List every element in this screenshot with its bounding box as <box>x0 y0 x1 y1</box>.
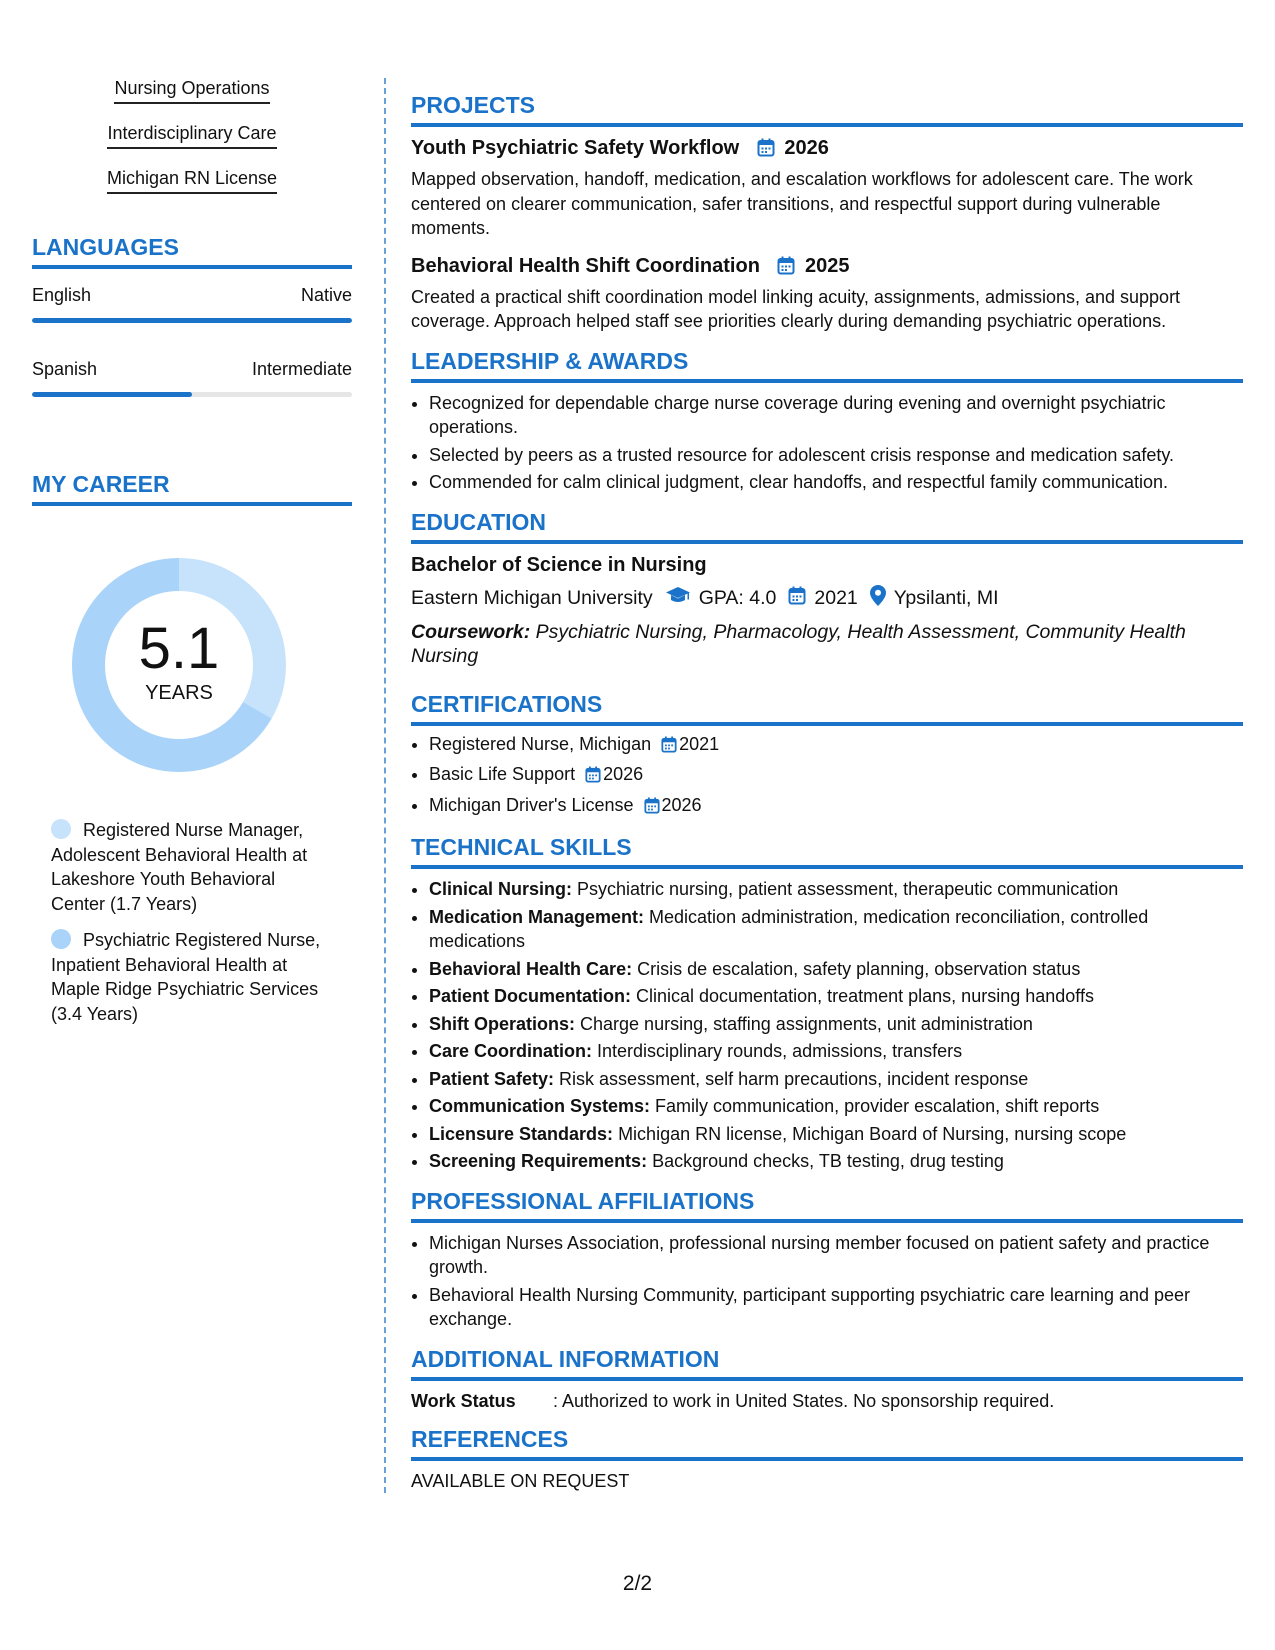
list-item: • Behavioral Health Nursing Community, participant supporting psychiatric care learning and peer exchange. <box>429 1283 1243 1332</box>
career-donut <box>64 550 294 780</box>
affiliations-heading: PROFESSIONAL AFFILIATIONS <box>411 1188 1243 1223</box>
calendar-icon <box>788 586 806 611</box>
technical-skills-heading: TECHNICAL SKILLS <box>411 834 1243 869</box>
project-title: Behavioral Health Shift Coordination 2025 <box>411 255 1243 281</box>
language-level: Intermediate <box>251 359 352 379</box>
career-legend <box>32 818 331 1026</box>
list-item: • Commended for calm clinical judgment, clear handoffs, and respectful family communication. <box>429 470 1243 495</box>
additional-info-heading: ADDITIONAL INFORMATION <box>411 1346 1243 1381</box>
skill-item: • Shift Operations: Charge nursing, staffing assignments, unit administration <box>429 1012 1243 1037</box>
skill-item: • Medication Management: Medication administration, medication reconciliation, controlled medications <box>429 905 1243 954</box>
project-description: Created a practical shift coordination model linking acuity, assignments, admissions, and support coverage. Approach helped staff see priorities clearly during demanding psychiatric operations. <box>411 286 1181 331</box>
project-description: Mapped observation, handoff, medication, and escalation workflows for adolescent care. The work centered on clearer communication, safer transitions, and respectful support during vulnerable moments. <box>411 169 1193 238</box>
location-pin-icon <box>870 585 886 612</box>
graduation-year: 2021 <box>814 586 858 609</box>
career-legend-item: Registered Nurse Manager, Adolescent Behavioral Health at Lakeshore Youth Behavioral Center (1.7 Years) <box>51 820 308 914</box>
certification-item: • Basic Life Support 2026 <box>429 762 1243 790</box>
leadership-section <box>411 348 1243 495</box>
projects-section <box>411 92 1243 334</box>
calendar-icon <box>757 138 775 163</box>
career-unit: YEARS <box>145 682 213 704</box>
certification-item: • Registered Nurse, Michigan 2021 <box>429 732 1243 760</box>
degree: Bachelor of Science in Nursing <box>411 553 707 576</box>
skill-item: • Licensure Standards: Michigan RN license, Michigan Board of Nursing, nursing scope <box>429 1122 1243 1147</box>
language-spanish <box>32 359 352 397</box>
skill-item: • Patient Documentation: Clinical documentation, treatment plans, nursing handoffs <box>429 984 1243 1009</box>
project-year: 2026 <box>784 137 829 159</box>
skill-tag: Nursing Operations <box>32 78 352 104</box>
certifications-heading: CERTIFICATIONS <box>411 691 1243 726</box>
education-heading: EDUCATION <box>411 509 1243 544</box>
gpa: GPA: 4.0 <box>698 586 777 609</box>
certifications-section <box>411 691 1243 821</box>
language-name: Spanish <box>32 359 98 379</box>
education-details <box>411 585 1243 612</box>
affiliations-section <box>411 1188 1243 1332</box>
language-english <box>32 285 352 323</box>
projects-heading: PROJECTS <box>411 92 1243 127</box>
graduation-cap-icon <box>665 586 691 610</box>
right-column <box>411 92 1243 1506</box>
coursework: Coursework: Psychiatric Nursing, Pharmacology, Health Assessment, Community Health Nursing <box>411 620 1186 667</box>
references-text: AVAILABLE ON REQUEST <box>411 1470 630 1491</box>
list-item: • Recognized for dependable charge nurse coverage during evening and overnight psychiatric operations. <box>429 391 1243 440</box>
list-item: • Selected by peers as a trusted resource for adolescent crisis response and medication safety. <box>429 443 1243 468</box>
skill-item: • Clinical Nursing: Psychiatric nursing, patient assessment, therapeutic communication <box>429 877 1243 902</box>
additional-info-section <box>411 1346 1243 1412</box>
languages-heading: LANGUAGES <box>32 234 352 269</box>
location: Ypsilanti, MI <box>893 586 999 609</box>
language-bar <box>32 392 352 397</box>
certification-item: • Michigan Driver's License 2026 <box>429 793 1243 821</box>
calendar-icon <box>644 796 660 821</box>
references-heading: REFERENCES <box>411 1426 1243 1461</box>
technical-skills-section <box>411 834 1243 1174</box>
skill-item: • Behavioral Health Care: Crisis de escalation, safety planning, observation status <box>429 957 1243 982</box>
language-level: Native <box>300 285 352 305</box>
work-status-value: : Authorized to work in United States. No sponsorship required. <box>553 1390 1055 1411</box>
skill-item: • Screening Requirements: Background checks, TB testing, drug testing <box>429 1149 1243 1174</box>
list-item: • Michigan Nurses Association, professional nursing member focused on patient safety and practice growth. <box>429 1231 1243 1280</box>
column-divider <box>384 78 386 1493</box>
language-bar <box>32 318 352 323</box>
career-heading: MY CAREER <box>32 471 352 506</box>
school-name: Eastern Michigan University <box>411 586 653 609</box>
references-section <box>411 1426 1243 1492</box>
career-legend-item: Psychiatric Registered Nurse, Inpatient Behavioral Health at Maple Ridge Psychiatric Services (3.4 Years) <box>51 930 321 1024</box>
skill-item: • Care Coordination: Interdisciplinary rounds, admissions, transfers <box>429 1039 1243 1064</box>
career-total: 5.1 <box>138 616 220 681</box>
language-name: English <box>32 285 92 305</box>
language-bar-fill <box>32 392 192 397</box>
calendar-icon <box>661 735 677 760</box>
legend-dot <box>51 819 71 839</box>
skill-item: • Communication Systems: Family communication, provider escalation, shift reports <box>429 1094 1243 1119</box>
skill-tag: Michigan RN License <box>32 168 352 194</box>
left-column <box>32 78 352 1038</box>
skill-tag: Interdisciplinary Care <box>32 123 352 149</box>
project-year: 2025 <box>805 254 850 277</box>
skill-item: • Patient Safety: Risk assessment, self harm precautions, incident response <box>429 1067 1243 1092</box>
work-status-row <box>411 1391 1243 1412</box>
work-status-label: Work Status <box>411 1390 516 1411</box>
calendar-icon <box>777 256 795 281</box>
calendar-icon <box>585 765 601 790</box>
education-section <box>411 509 1243 669</box>
leadership-heading: LEADERSHIP & AWARDS <box>411 348 1243 383</box>
legend-dot <box>51 929 71 949</box>
language-bar-fill <box>32 318 352 323</box>
page-number: 2/2 <box>622 1572 653 1595</box>
project-title: Youth Psychiatric Safety Workflow 2026 <box>411 137 1243 163</box>
